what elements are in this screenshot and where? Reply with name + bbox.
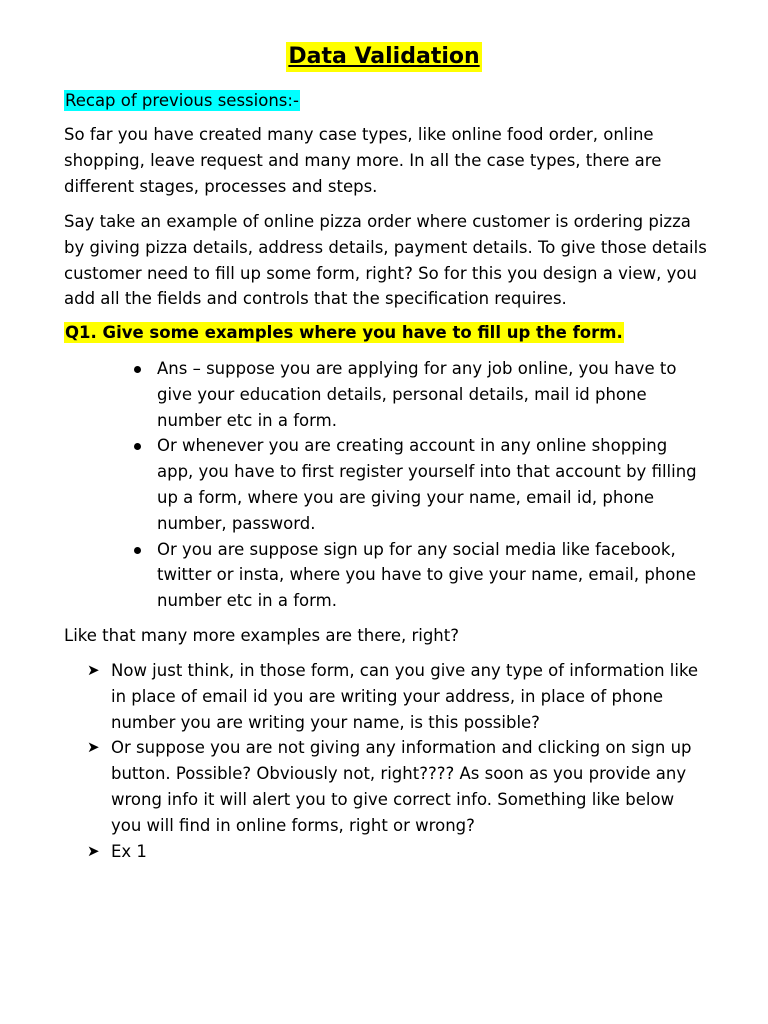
list-item — [87, 658, 703, 735]
answer-text: Or whenever you are creating account in any online shopping app, you have to first register yourself into that account by filling up a form, where you are giving your name, email id, phone number, password. — [157, 436, 697, 533]
list-item — [87, 735, 703, 838]
recap-heading: Recap of previous sessions:- — [65, 91, 299, 110]
arrow-bullet-icon: ➤ — [87, 661, 100, 679]
arrow-bullet-icon: ➤ — [87, 841, 100, 860]
answer-list — [157, 356, 697, 614]
point-text: Ex 1 — [111, 841, 147, 861]
arrow-bullet-icon: ➤ — [87, 738, 100, 757]
point-text: Now just think, in those form, can you give any type of information like in place of email id you are writing your address, in place of phone number you are writing your name, is this possible? — [111, 661, 699, 732]
question-heading: Q1. Give some examples where you have to fill up the form. — [65, 323, 623, 342]
examples-paragraph: Like that many more examples are there, right? — [64, 626, 459, 645]
intro-paragraph: So far you have created many case types, like online food order, online shopping, leave request and many more. In all the case types, there are different stages, processes and steps. — [64, 125, 662, 196]
title-container — [0, 42, 768, 72]
recap-block — [64, 88, 714, 114]
example-paragraph: Say take an example of online pizza order where customer is ordering pizza by giving pizza details, address details, payment details. To give those details customer need to fill up some form, right? So for this you design a view, you add all the fields and controls that the specification requires. — [64, 212, 707, 309]
list-item — [157, 433, 697, 536]
point-text: Or suppose you are not giving any information and clicking on sign up button. Possible? Obviously not, right???? As soon as you provide any wrong info it will alert you to give correct info. Something like below you will find in online forms, right or wrong? — [111, 738, 692, 835]
question-block — [64, 320, 714, 346]
points-list — [87, 658, 703, 864]
bullet-icon — [134, 547, 141, 554]
page-title: Data Validation — [286, 42, 481, 72]
list-item — [157, 356, 697, 433]
bullet-icon — [134, 366, 141, 373]
bullet-icon — [134, 443, 141, 450]
answer-text: Or you are suppose sign up for any social media like facebook, twitter or insta, where you have to give your name, email, phone number etc in a form. — [157, 539, 696, 611]
list-item — [157, 537, 697, 614]
answer-text: Ans – suppose you are applying for any job online, you have to give your education details, personal details, mail id phone number etc in a form. — [157, 359, 677, 430]
list-item — [87, 839, 703, 865]
